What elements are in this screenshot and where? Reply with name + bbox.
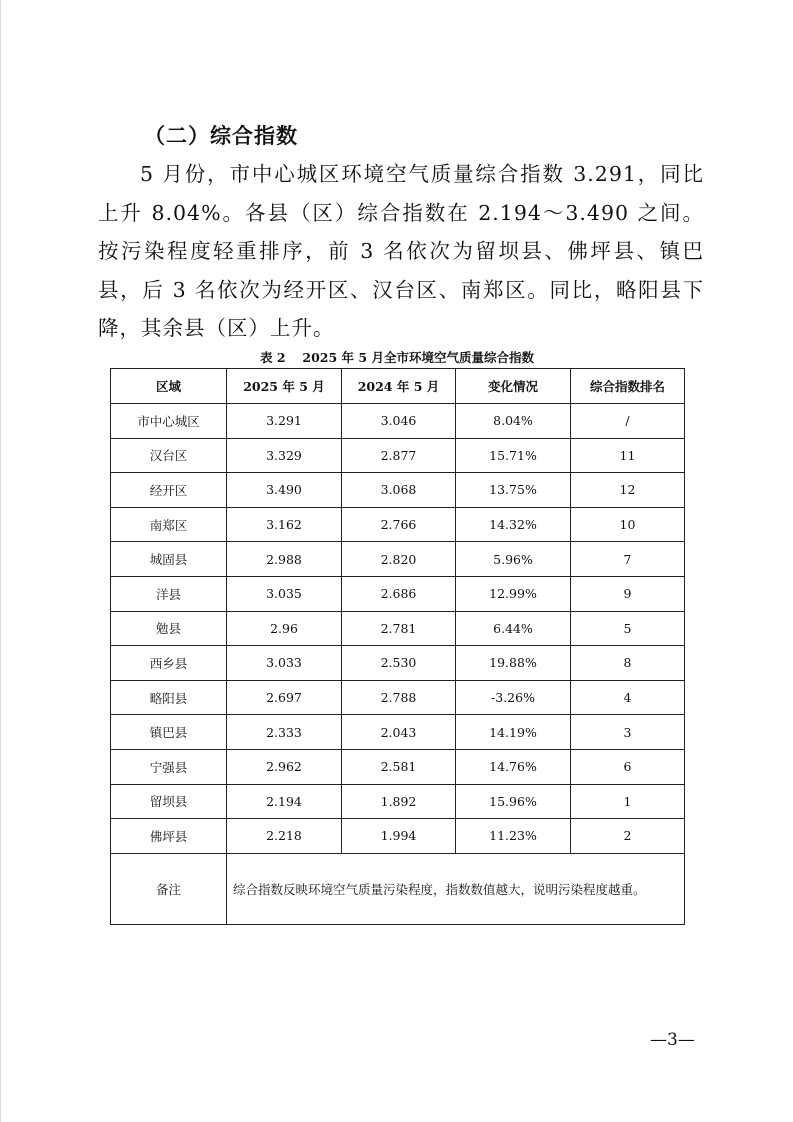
table-row [111,507,685,542]
cell-rank: 9 [571,576,685,611]
cell-region: 佛坪县 [111,819,227,854]
cell-rank: 12 [571,473,685,508]
table-row [111,646,685,681]
cell-2024: 2.788 [342,680,456,715]
cell-2024: 1.892 [342,784,456,819]
cell-rank: 4 [571,680,685,715]
section-heading: （二）综合指数 [144,123,298,148]
cell-2024: 3.046 [342,404,456,439]
cell-rank: 5 [571,611,685,646]
cell-rank: 2 [571,819,685,854]
cell-change: 15.71% [456,438,571,473]
cell-rank: 6 [571,749,685,784]
note-label: 备注 [111,853,227,924]
cell-2025: 2.697 [227,680,342,715]
cell-2025: 3.035 [227,576,342,611]
cell-change: 15.96% [456,784,571,819]
cell-region: 西乡县 [111,646,227,681]
cell-change: 13.75% [456,473,571,508]
table-row [111,819,685,854]
table-row [111,542,685,577]
cell-2024: 3.068 [342,473,456,508]
body-paragraph: 5 月份，市中心城区环境空气质量综合指数 3.291，同比上升 8.04%。各县（区）综合指数在 2.194～3.490 之间。按污染程度轻重排序，前 3 名依次为留坝县、佛坪县、镇巴县，后 3 名依次为经开区、汉台区、南郑区。同比，略阳县下降，其余县（区）上升。 [98,162,704,340]
header-rank: 综合指数排名 [571,369,685,404]
table-row [111,438,685,473]
cell-rank: 8 [571,646,685,681]
cell-change: 14.76% [456,749,571,784]
cell-change: 8.04% [456,404,571,439]
cell-2024: 2.581 [342,749,456,784]
air-quality-index-table [110,368,685,925]
cell-region: 勉县 [111,611,227,646]
cell-region: 城固县 [111,542,227,577]
cell-rank: / [571,404,685,439]
cell-region: 南郑区 [111,507,227,542]
cell-region: 留坝县 [111,784,227,819]
table-row [111,611,685,646]
cell-change: 5.96% [456,542,571,577]
cell-2025: 3.033 [227,646,342,681]
cell-region: 略阳县 [111,680,227,715]
note-text: 综合指数反映环境空气质量污染程度，指数数值越大，说明污染程度越重。 [227,853,685,924]
cell-change: 12.99% [456,576,571,611]
cell-rank: 10 [571,507,685,542]
cell-change: 11.23% [456,819,571,854]
header-2025-may: 2025 年 5 月 [227,369,342,404]
cell-2025: 3.162 [227,507,342,542]
cell-2024: 2.781 [342,611,456,646]
cell-change: 14.19% [456,715,571,750]
note-row [111,853,685,924]
cell-rank: 3 [571,715,685,750]
cell-2025: 3.490 [227,473,342,508]
header-region: 区域 [111,369,227,404]
cell-region: 市中心城区 [111,404,227,439]
cell-2025: 2.96 [227,611,342,646]
cell-change: 6.44% [456,611,571,646]
cell-rank: 11 [571,438,685,473]
header-change: 变化情况 [456,369,571,404]
cell-2025: 2.333 [227,715,342,750]
table-row [111,576,685,611]
table-caption: 表 2 2025 年 5 月全市环境空气质量综合指数 [260,350,534,365]
table-row [111,784,685,819]
cell-2024: 1.994 [342,819,456,854]
page-number: —3— [650,1030,695,1050]
cell-2025: 2.988 [227,542,342,577]
table-row [111,749,685,784]
cell-change: 14.32% [456,507,571,542]
cell-change: 19.88% [456,646,571,681]
cell-region: 镇巴县 [111,715,227,750]
table-row [111,473,685,508]
cell-2024: 2.043 [342,715,456,750]
cell-2024: 2.766 [342,507,456,542]
cell-2025: 2.218 [227,819,342,854]
cell-2025: 2.194 [227,784,342,819]
table-row [111,715,685,750]
cell-2024: 2.530 [342,646,456,681]
cell-2024: 2.820 [342,542,456,577]
table-header-row [111,369,685,404]
header-2024-may: 2024 年 5 月 [342,369,456,404]
cell-rank: 1 [571,784,685,819]
cell-2024: 2.877 [342,438,456,473]
cell-change: -3.26% [456,680,571,715]
table-row [111,680,685,715]
cell-2025: 2.962 [227,749,342,784]
cell-2025: 3.291 [227,404,342,439]
cell-region: 洋县 [111,576,227,611]
cell-region: 经开区 [111,473,227,508]
cell-region: 宁强县 [111,749,227,784]
cell-region: 汉台区 [111,438,227,473]
cell-rank: 7 [571,542,685,577]
cell-2025: 3.329 [227,438,342,473]
page-edge-line [0,0,1,1122]
table-body [111,404,685,925]
table-row [111,404,685,439]
cell-2024: 2.686 [342,576,456,611]
